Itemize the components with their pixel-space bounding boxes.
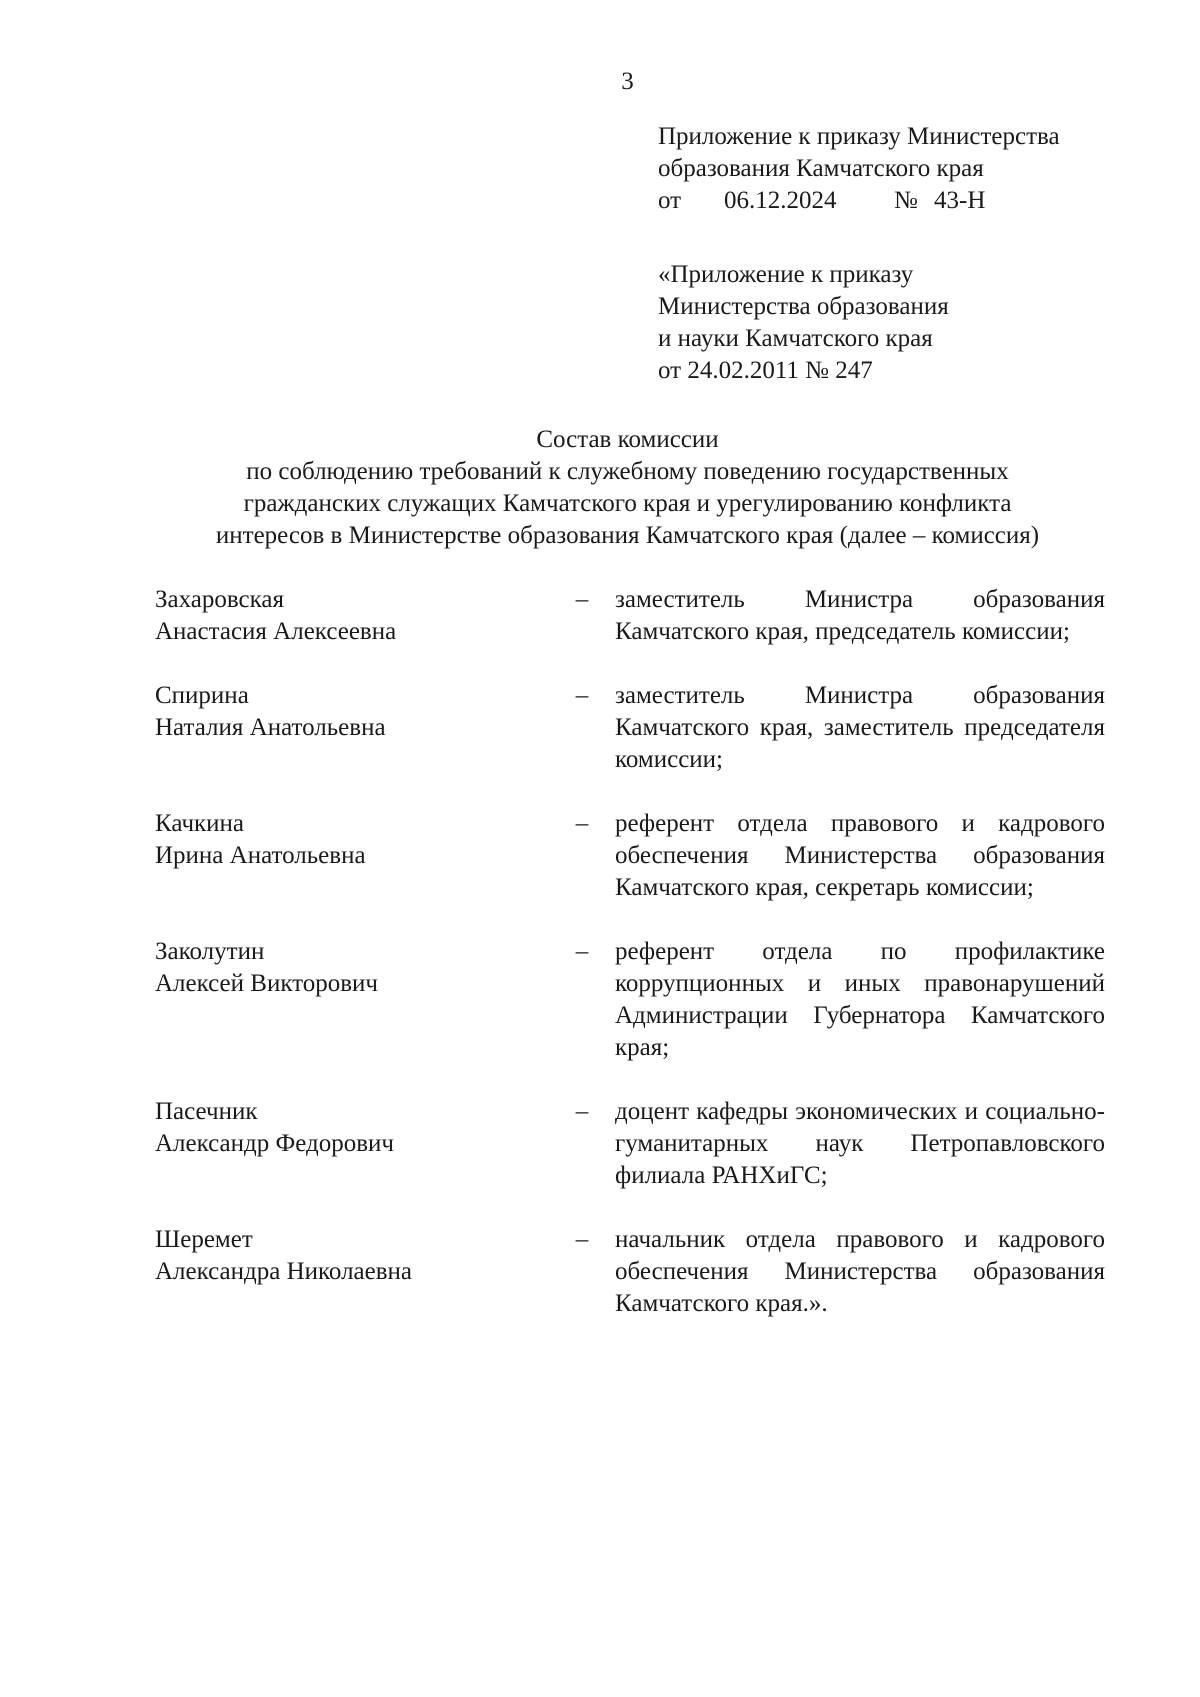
member-given-names: Анастасия Алексеевна <box>155 618 397 645</box>
member-name <box>155 1096 555 1160</box>
quoted-header-line-3: и науки Камчатского края <box>658 325 933 352</box>
appendix-header-line-1: Приложение к приказу Министерства <box>658 123 1060 150</box>
member-role: доцент кафедры экономических и социально-гуманитарных наук Петропавловского филиала РАНХиГС; <box>615 1098 1105 1189</box>
member-surname: Пасечник <box>155 1098 258 1125</box>
title-line-1: Состав комиссии <box>536 426 719 453</box>
member-entry <box>155 936 1105 1064</box>
member-role: референт отдела по профилактике коррупционных и иных правонарушений Администрации Губернатора Камчатского края; <box>615 938 1105 1061</box>
member-surname: Качкина <box>155 810 245 837</box>
member-dash: – <box>575 938 589 965</box>
member-given-names: Александр Федорович <box>155 1130 394 1157</box>
member-role: референт отдела правового и кадрового обеспечения Министерства образования Камчатского края, секретарь комиссии; <box>615 810 1105 901</box>
member-dash: – <box>575 1226 589 1253</box>
member-entry <box>155 680 1105 776</box>
member-given-names: Алексей Викторович <box>155 970 378 997</box>
member-role: заместитель Министра образования Камчатского края, председатель комиссии; <box>615 586 1105 645</box>
quoted-appendix-header <box>658 259 1118 387</box>
member-dash: – <box>575 1098 589 1125</box>
member-entry <box>155 1224 1105 1320</box>
appendix-reference <box>658 185 1118 217</box>
member-role: заместитель Министра образования Камчатского края, заместитель председателя комиссии; <box>615 682 1105 773</box>
quoted-header-line-4: от 24.02.2011 № 247 <box>658 357 873 384</box>
member-entry <box>155 808 1105 904</box>
member-role: начальник отдела правового и кадрового обеспечения Министерства образования Камчатского края.». <box>615 1226 1105 1317</box>
page-number: 3 <box>621 68 634 95</box>
title-line-4: интересов в Министерстве образования Камчатского края (далее – комиссия) <box>215 522 1040 549</box>
from-label: от <box>658 187 682 214</box>
member-surname: Спирина <box>155 682 249 709</box>
quoted-header-line-1: «Приложение к приказу <box>658 261 914 288</box>
member-given-names: Ирина Анатольевна <box>155 842 366 869</box>
member-entry <box>155 584 1105 648</box>
member-surname: Захаровская <box>155 586 285 613</box>
title-line-2: по соблюдению требований к служебному поведению государственных <box>246 458 1009 485</box>
appendix-header <box>658 121 1118 217</box>
member-surname: Шеремет <box>155 1226 253 1253</box>
member-name <box>155 680 555 744</box>
member-name <box>155 936 555 1000</box>
member-given-names: Наталия Анатольевна <box>155 714 386 741</box>
number-sign: № <box>894 187 918 214</box>
member-surname: Заколутин <box>155 938 265 965</box>
member-dash: – <box>575 586 589 613</box>
title-line-3: гражданских служащих Камчатского края и урегулированию конфликта <box>243 490 1012 517</box>
member-dash: – <box>575 682 589 709</box>
member-name <box>155 808 555 872</box>
member-name <box>155 1224 555 1288</box>
order-date: 06.12.2024 <box>724 187 837 214</box>
commission-members-list <box>155 584 1105 1352</box>
appendix-header-line-2: образования Камчатского края <box>658 155 984 182</box>
member-dash: – <box>575 810 589 837</box>
member-entry <box>155 1096 1105 1192</box>
quoted-header-line-2: Министерства образования <box>658 293 949 320</box>
order-number: 43-Н <box>934 187 986 214</box>
member-given-names: Александра Николаевна <box>155 1258 413 1285</box>
member-name <box>155 584 555 648</box>
document-title <box>130 424 1125 552</box>
